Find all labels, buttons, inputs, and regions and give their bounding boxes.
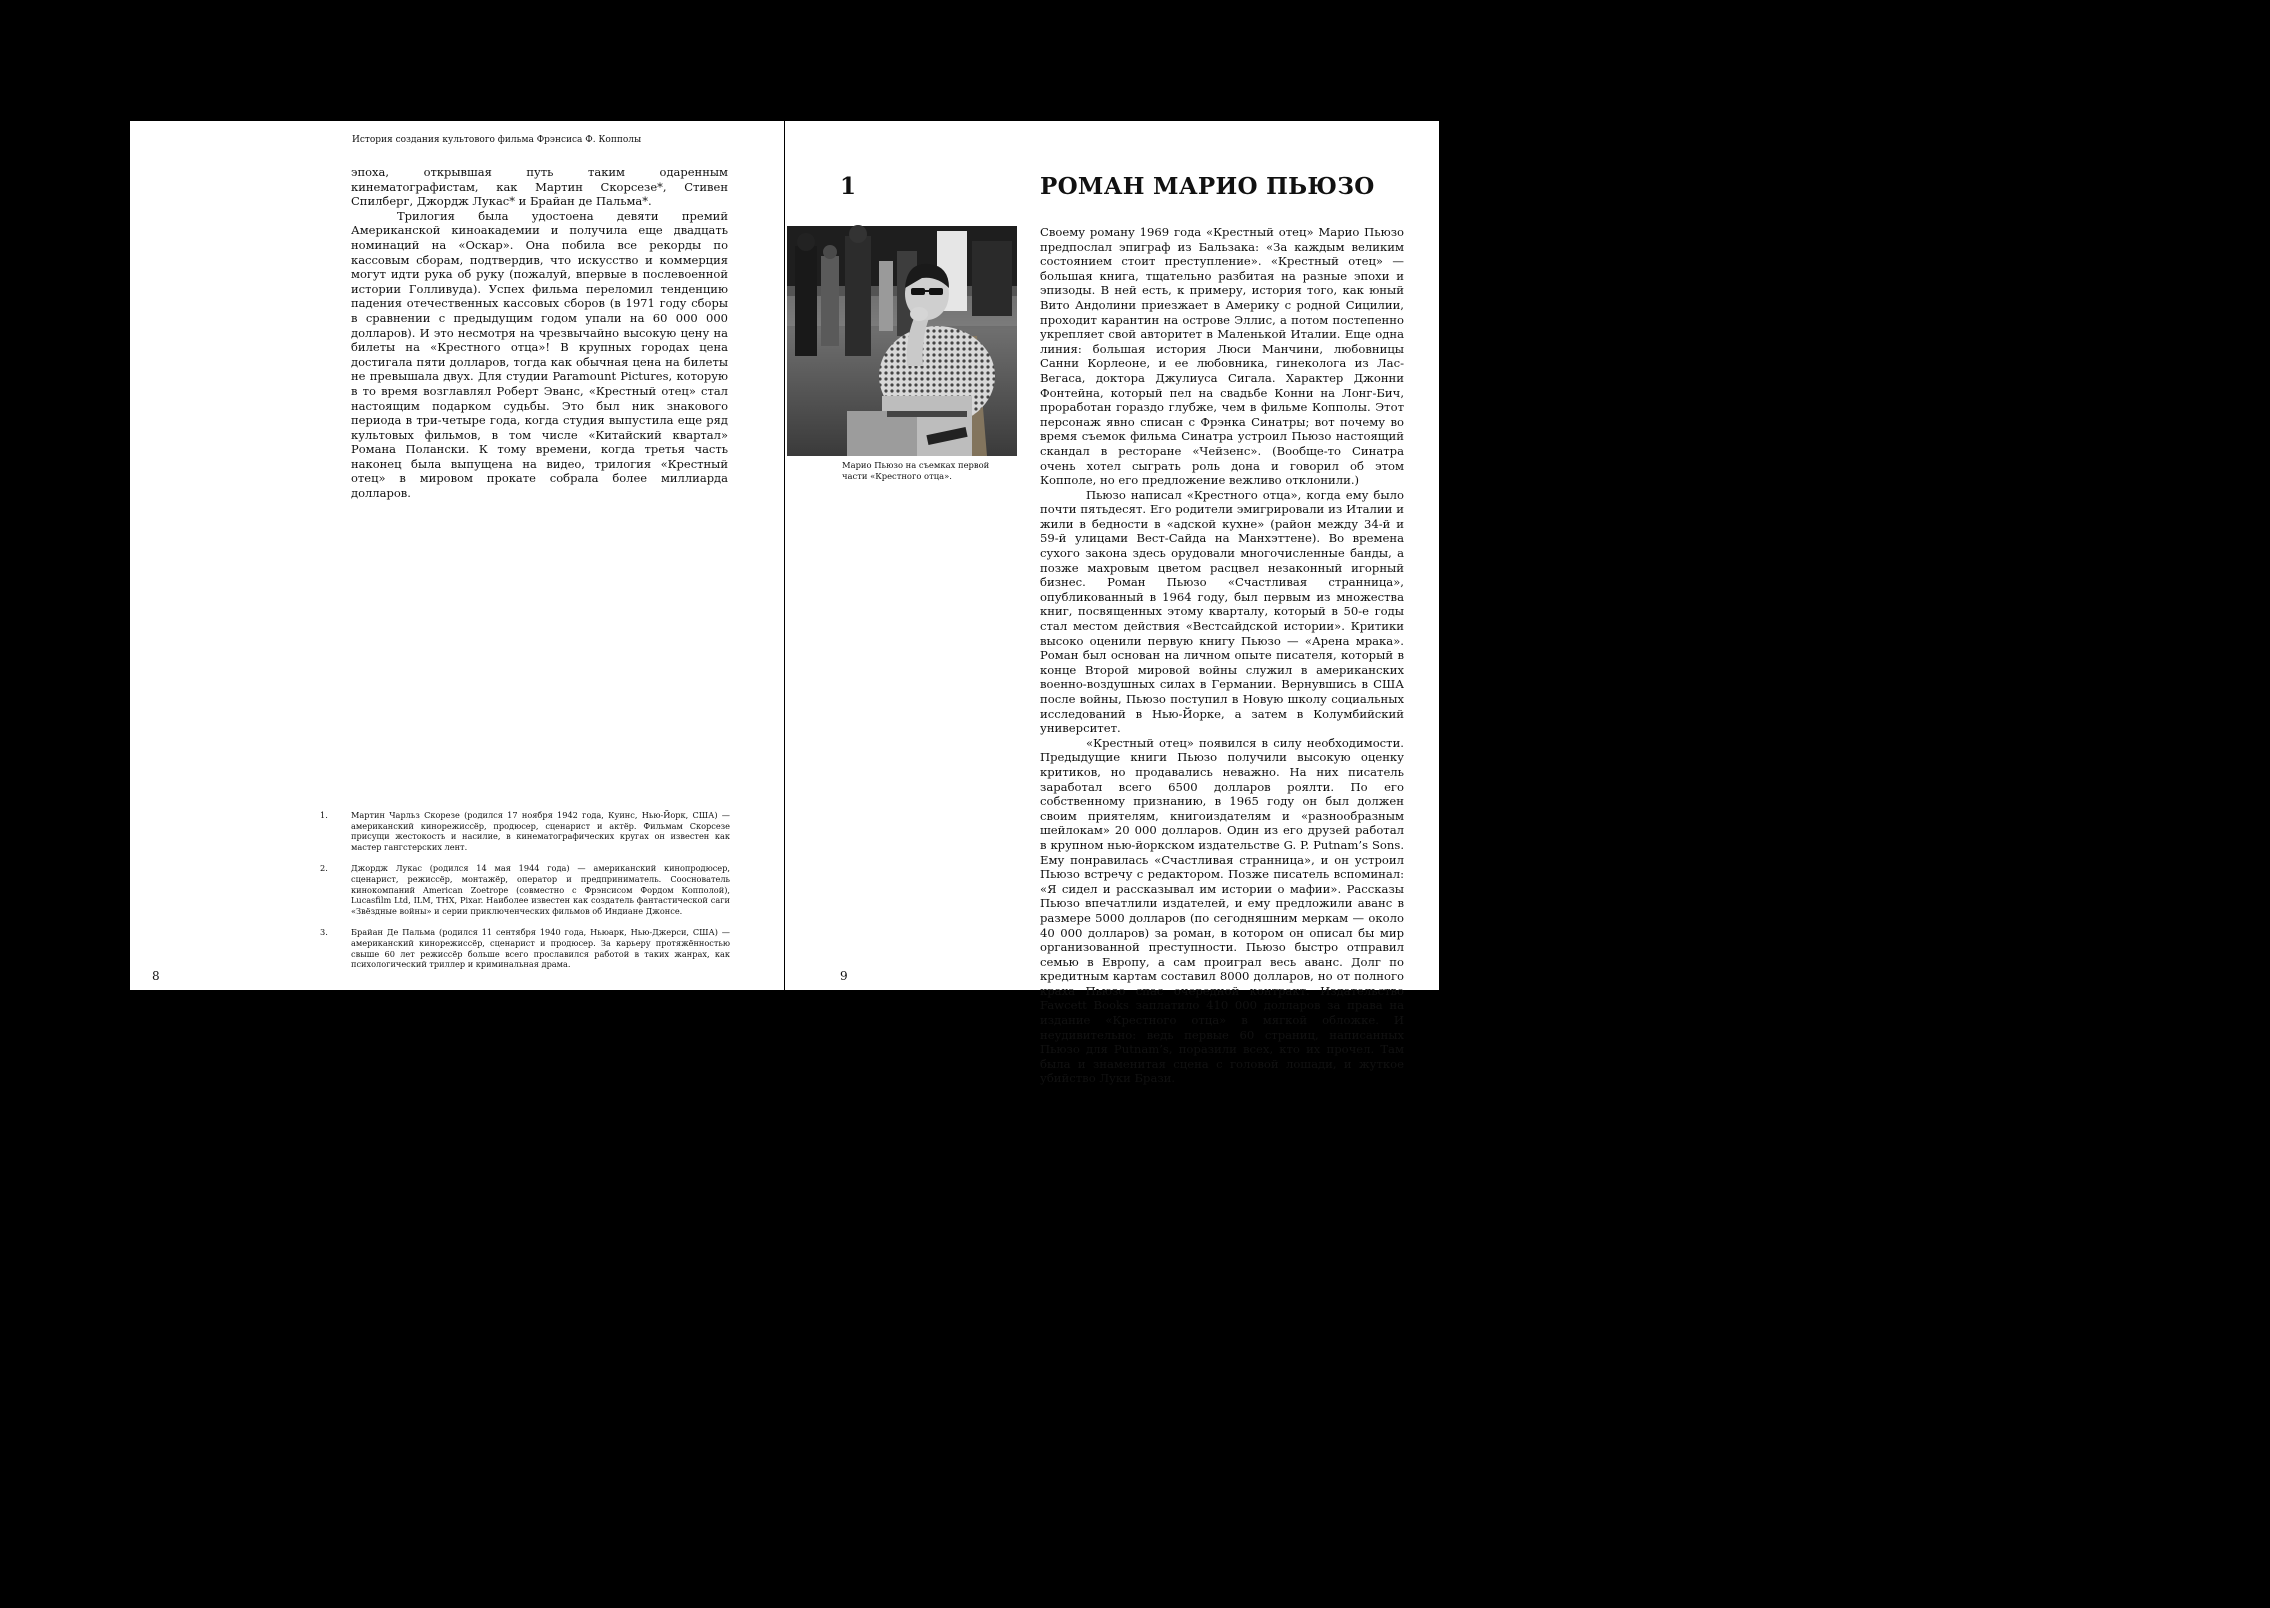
page-number: 9: [840, 969, 848, 983]
paragraph: Трилогия была удостоена девяти премий Американской киноакадемии и получила еще двадцать номинаций на «Оскар». Она побила все рекорды по кассовым сборам, подтвердив, что искусство и коммерция могут идти рука об руку (пожалуй, впервые в послевоенной истории Голливуда). Успех фильма переломил тенденцию падения отечественных кассовых сборов (в 1971 году сборы в сравнении с предыдущим годом упали на 60 000 000 долларов). И это несмотря на чрезвычайно высокую цену на билеты на «Крестного отца»! В крупных городах цена достигала пяти долларов, тогда как обычная цена на билеты не превышала двух. Для студии Paramount Pictures, которую в то время возглавлял Роберт Эванс, «Крестный отец» стал настоящим подарком судьбы. Это был ник знакового периода в три-четыре года, когда студия выпустила еще ряд культовых фильмов, в том числе «Китайский квартал» Романа Полански. К тому времени, когда третья часть наконец была выпущена на видео, трилогия «Крестный отец» в мировом прокате собрала более миллиарда долларов.: [351, 208, 728, 501]
left-body-text: [351, 165, 728, 501]
footnotes: [320, 810, 730, 981]
photo-mario-puzo: [787, 226, 1017, 456]
right-page: [785, 121, 1439, 1086]
right-body-text: [1040, 225, 1404, 1086]
page-number: 8: [152, 969, 160, 983]
paragraph: Пьюзо написал «Крестного отца», когда ему было почти пятьдесят. Его родители эмигрировали из Италии и жили в бедности в «адской кухне» (район между 34-й и 59-й улицами Вест-Сайда на Манхэттене). Во времена сухого закона здесь орудовали многочисленные банды, а позже махровым цветом расцвел незаконный игорный бизнес. Роман Пьюзо «Счастливая странница», опубликованный в 1964 году, был первым из множества книг, посвященных этому кварталу, который в 50-е годы стал местом действия «Вестсайдской истории». Критики высоко оценили первую книгу Пьюзо — «Арена мрака». Роман был основан на личном опыте писателя, который в конце Второй мировой войны служил в американских военно-воздушных силах в Германии. Вернувшись в США после войны, Пьюзо поступил в Новую школу социальных исследований в Нью-Йорке, а затем в Колумбийский университет.: [1040, 487, 1404, 736]
paragraph: «Крестный отец» появился в силу необходимости. Предыдущие книги Пьюзо получили высокую оценку критиков, но продавались неважно. На них писатель заработал всего 6500 долларов роялти. По его собственному признанию, в 1965 году он был должен своим приятелям, книгоиздателям и «разнообразным шейлокам» 20 000 долларов. Один из его друзей работал в крупном нью-йоркском издательстве G. P. Putnam’s Sons. Ему понравилась «Счастливая странница», и он устроил Пьюзо встречу с редактором. Позже писатель вспоминал: «Я сидел и рассказывал им истории о мафии». Рассказы Пьюзо впечатлили издателей, и ему предложили аванс в размере 5000 долларов (по сегодняшним меркам — около 40 000 долларов) за роман, в котором он описал бы мир организованной преступности. Пьюзо быстро отправил семью в Европу, а сам проиграл весь аванс. Долг по кредитным картам составил 8000 долларов, но от полного краха Пьюзо спас очередной контракт. Издательство Fawcett Books заплатило 410 000 долларов за права на издание «Крестного отца» в мягкой обложке. И неудивительно: ведь первые 60 страниц, написанных Пьюзо для Putnam’s, поразили всех, кто их прочел. Там была и знаменитая сцена с головой лошади, и жуткое убийство Луки Брази.: [1040, 735, 1404, 1086]
paragraph: эпоха, открывшая путь таким одаренным кинематографистам, как Мартин Скорсезе*, Стивен Спилберг, Джордж Лукас* и Брайан де Пальма*.: [351, 165, 728, 209]
left-page: [130, 121, 784, 990]
footnote-text: Мартин Чарльз Скорезе (родился 17 ноября 1942 года, Куинс, Нью-Йорк, США) — американский кинорежиссёр, продюсер, сценарист и актёр. Фильмам Скорсезе присущи жестокость и насилие, в кинематографических кругах он известен как мастер гангстерских лент.: [351, 810, 730, 852]
footnote-text: Брайан Де Пальма (родился 11 сентября 1940 года, Ньюарк, Нью-Джерси, США) — американский кинорежиссёр, сценарист и продюсер. За карьеру протяжённостью свыше 60 лет режиссёр больше всего прославился работой в таких жанрах, как психологический триллер и криминальная драма.: [351, 927, 730, 970]
footnote-number: 1.: [320, 810, 328, 820]
running-header: История создания культового фильма Фрэнсиса Ф. Копполы: [352, 135, 642, 145]
chapter-number: 1: [840, 173, 857, 200]
paragraph: Своему роману 1969 года «Крестный отец» Марио Пьюзо предпослал эпиграф из Бальзака: «За каждым великим состоянием стоит преступление». «Крестный отец» — большая книга, тщательно разбитая на разные эпохи и эпизоды. В ней есть, к примеру, история того, как юный Вито Андолини приезжает в Америку с родной Сицилии, проходит карантин на острове Эллис, а потом постепенно укрепляет свой авторитет в Маленькой Италии. Еще одна линия: большая история Люси Манчини, любовницы Санни Корлеоне, и ее любовника, гинеколога из Лас-Вегаса, доктора Джулиуса Сигала. Характер Джонни Фонтейна, который пел на свадьбе Конни на Лонг-Бич, проработан гораздо глубже, чем в фильме Копполы. Этот персонаж явно списан с Фрэнка Синатры; вот почему во время съемок фильма Синатра устроил Пьюзо настоящий скандал в ресторане «Чейзенс». (Вообще-то Синатра очень хотел сыграть роль дона и говорил об этом Копполе, но его предложение вежливо отклонили.): [1040, 225, 1404, 488]
footnote-number: 3.: [320, 927, 328, 938]
photo-caption: Марио Пьюзо на съемках первой части «Крестного отца».: [842, 460, 990, 481]
footnote-number: 2.: [320, 863, 328, 874]
footnote: [320, 810, 730, 852]
footnote: [320, 927, 730, 969]
footnote: [320, 863, 730, 916]
chapter-title: РОМАН МАРИО ПЬЮЗО: [1040, 173, 1375, 200]
footnote-text: Джордж Лукас (родился 14 мая 1944 года) — американский кинопродюсер, сценарист, режиссёр, монтажёр, оператор и предприниматель. Сооснователь кинокомпаний American Zoetrope (совместно с Фрэнсисом Фордом Копполой), Lucasfilm Ltd, ILM, THX, Pixar. Наиболее известен как создатель фантастической саги «Звёздные войны» и серии приключенческих фильмов об Индиане Джонсе.: [351, 863, 730, 916]
